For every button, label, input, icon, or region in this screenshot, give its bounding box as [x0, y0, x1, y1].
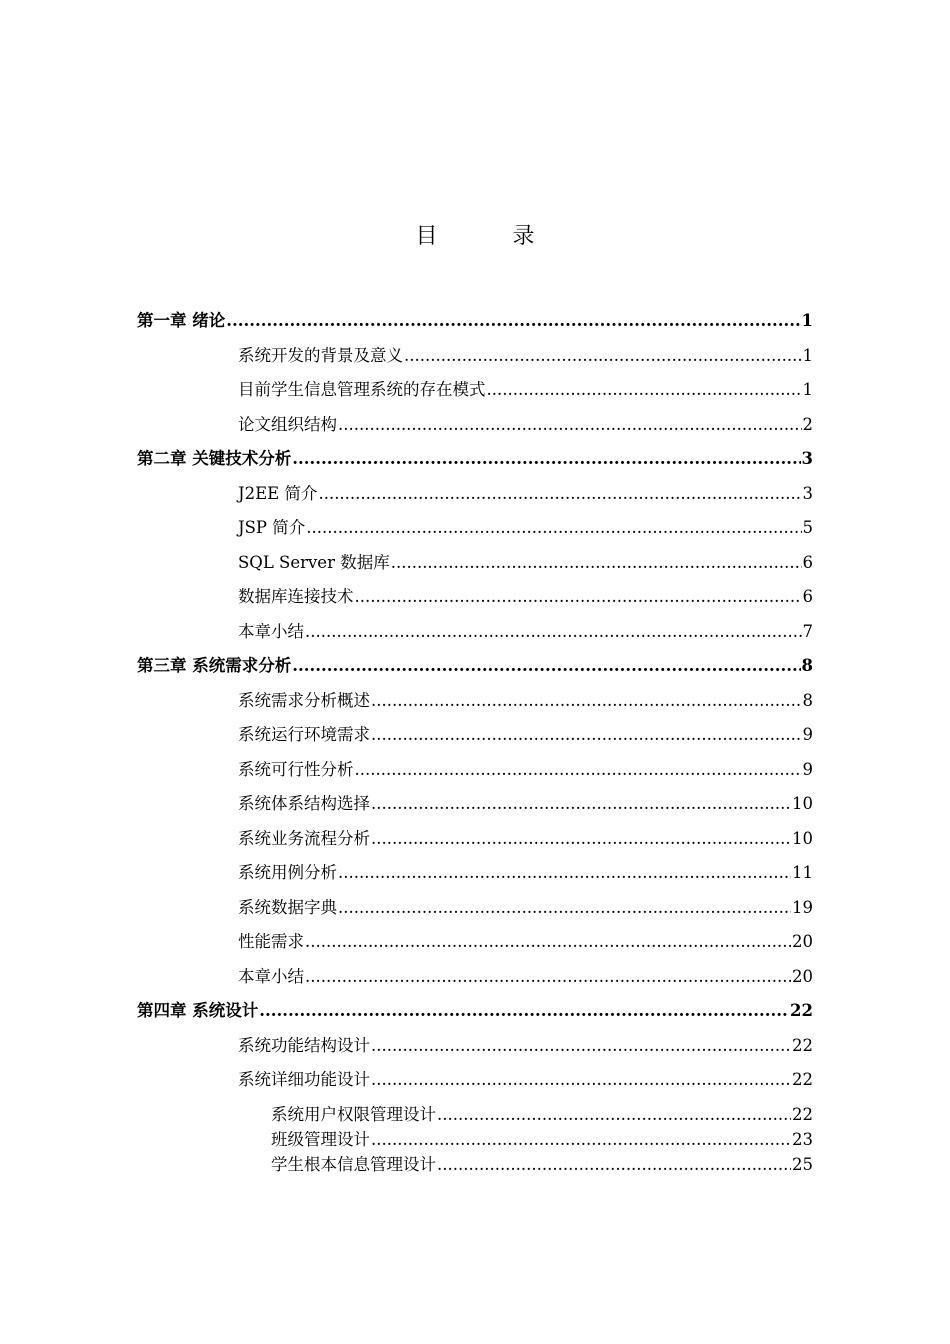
toc-dot-leader — [338, 861, 791, 885]
toc-entry-label: 论文组织结构 — [238, 414, 337, 434]
toc-dot-leader — [404, 344, 802, 368]
toc-page-number: 5 — [802, 518, 813, 537]
toc-dot-leader — [338, 413, 802, 437]
toc-entry-label: 数据库连接技术 — [238, 587, 354, 606]
toc-dot-leader — [355, 758, 802, 782]
toc-section-entry[interactable] — [238, 344, 813, 368]
toc-section-entry[interactable] — [238, 896, 813, 920]
toc-entry-label: 第二章 关键技术分析 — [137, 449, 292, 468]
toc-dot-leader — [487, 378, 802, 402]
toc-dot-leader — [437, 1103, 791, 1127]
toc-dot-leader — [292, 447, 800, 471]
toc-entry-label: 本章小结 — [238, 621, 304, 641]
toc-section-entry[interactable] — [238, 413, 813, 437]
toc-section-entry[interactable] — [238, 1068, 813, 1092]
toc-section-entry[interactable] — [238, 378, 813, 402]
toc-dot-leader — [437, 1153, 791, 1177]
toc-subsection-entry[interactable] — [271, 1153, 813, 1177]
toc-page-number: 1 — [801, 311, 813, 330]
toc-page-number: 6 — [802, 587, 813, 606]
toc-dot-leader — [371, 827, 791, 851]
toc-dot-leader — [226, 309, 800, 333]
toc-page-number: 19 — [792, 897, 813, 917]
toc-entry-label: 第一章 绪论 — [137, 311, 226, 330]
toc-page-number: 8 — [801, 656, 813, 675]
toc-section-entry[interactable] — [238, 551, 813, 575]
toc-dot-leader — [371, 1034, 791, 1058]
toc-page-number: 22 — [792, 1070, 813, 1089]
toc-entry-label: 学生根本信息管理设计 — [271, 1154, 436, 1174]
toc-dot-leader — [305, 620, 802, 644]
toc-entry-label: 班级管理设计 — [271, 1129, 370, 1149]
toc-entry-label: 系统体系结构选择 — [238, 794, 370, 813]
toc-dot-leader — [305, 965, 791, 989]
toc-dot-leader — [338, 896, 791, 920]
toc-entry-label: 系统功能结构设计 — [238, 1035, 370, 1055]
toc-title: 目 录 — [415, 224, 569, 249]
toc-entry-label: 系统业务流程分析 — [238, 828, 370, 848]
toc-entry-label: 系统用例分析 — [238, 863, 337, 882]
toc-chapter-entry[interactable] — [137, 309, 813, 333]
toc-entry-label: 系统详细功能设计 — [238, 1070, 370, 1089]
toc-dot-leader — [371, 1068, 791, 1092]
toc-page-number: 1 — [802, 345, 813, 365]
toc-section-entry[interactable] — [238, 689, 813, 713]
toc-subsection-entry[interactable] — [271, 1128, 813, 1152]
toc-page-number: 8 — [802, 690, 813, 710]
toc-section-entry[interactable] — [238, 482, 813, 506]
toc-entry-label: 系统用户权限管理设计 — [271, 1104, 436, 1124]
toc-page-number: 3 — [801, 449, 813, 468]
toc-entry-label: SQL Server 数据库 — [238, 552, 390, 572]
toc-section-entry[interactable] — [238, 965, 813, 989]
toc-entry-label: 第四章 系统设计 — [137, 1001, 259, 1020]
toc-page-number: 3 — [802, 483, 813, 503]
toc-section-entry[interactable] — [238, 585, 813, 609]
toc-page-number: 11 — [792, 863, 813, 882]
toc-page-number: 22 — [790, 1001, 813, 1020]
toc-dot-leader — [355, 585, 802, 609]
toc-page-number: 1 — [802, 380, 813, 399]
toc-page-number: 9 — [802, 759, 813, 779]
toc-dot-leader — [371, 723, 802, 747]
toc-dot-leader — [371, 1128, 791, 1152]
toc-section-entry[interactable] — [238, 861, 813, 885]
toc-page-number: 20 — [792, 932, 813, 951]
toc-entry-label: 系统可行性分析 — [238, 759, 354, 779]
toc-entry-label: 第三章 系统需求分析 — [137, 656, 292, 675]
toc-entry-label: 系统运行环境需求 — [238, 725, 370, 744]
toc-dot-leader — [371, 792, 791, 816]
toc-page-number: 2 — [802, 414, 813, 434]
toc-entry-label: 系统数据字典 — [238, 897, 337, 917]
toc-page-number: 9 — [802, 725, 813, 744]
toc-section-entry[interactable] — [238, 930, 813, 954]
toc-entry-label: 目前学生信息管理系统的存在模式 — [238, 380, 486, 399]
toc-dot-leader — [318, 482, 801, 506]
toc-chapter-entry[interactable] — [137, 654, 813, 678]
toc-section-entry[interactable] — [238, 516, 813, 540]
toc-page-number: 7 — [802, 621, 813, 641]
toc-section-entry[interactable] — [238, 792, 813, 816]
toc-entry-label: J2EE 简介 — [238, 483, 318, 503]
toc-chapter-entry[interactable] — [137, 447, 813, 471]
toc-dot-leader — [371, 689, 802, 713]
toc-page-number: 23 — [792, 1129, 813, 1149]
toc-chapter-entry[interactable] — [137, 999, 813, 1023]
toc-page-number: 25 — [792, 1154, 813, 1174]
toc-page-number: 22 — [792, 1104, 813, 1124]
toc-section-entry[interactable] — [238, 1034, 813, 1058]
toc-entry-label: 系统需求分析概述 — [238, 690, 370, 710]
toc-page-number: 10 — [792, 828, 813, 848]
toc-dot-leader — [292, 654, 800, 678]
toc-section-entry[interactable] — [238, 620, 813, 644]
toc-entry-label: 性能需求 — [238, 932, 304, 951]
toc-dot-leader — [259, 999, 789, 1023]
toc-page-number: 6 — [802, 552, 813, 572]
toc-page-number: 10 — [792, 794, 813, 813]
toc-section-entry[interactable] — [238, 723, 813, 747]
toc-dot-leader — [306, 516, 801, 540]
toc-dot-leader — [305, 930, 791, 954]
toc-page-number: 22 — [792, 1035, 813, 1055]
toc-entry-label: 本章小结 — [238, 966, 304, 986]
toc-section-entry[interactable] — [238, 758, 813, 782]
toc-entry-label: JSP 简介 — [238, 518, 306, 537]
toc-dot-leader — [391, 551, 802, 575]
toc-entry-label: 系统开发的背景及意义 — [238, 345, 403, 365]
toc-section-entry[interactable] — [238, 827, 813, 851]
toc-page-number: 20 — [792, 966, 813, 986]
toc-subsection-entry[interactable] — [271, 1103, 813, 1127]
